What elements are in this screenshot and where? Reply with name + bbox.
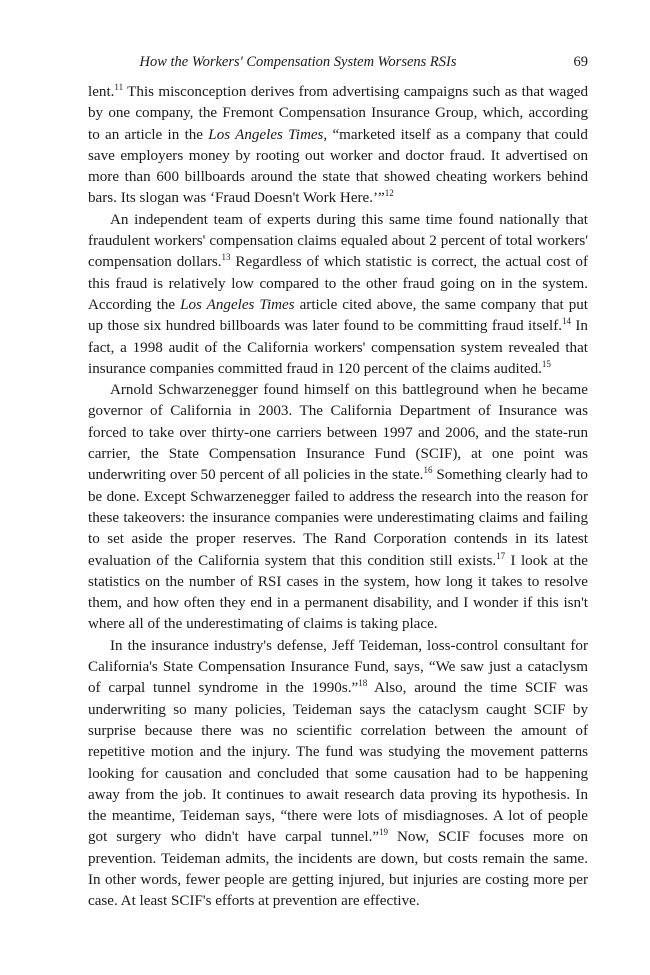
- paragraph: An independent team of experts during this same time found nationally that fraudulent workers' compensation claims equaled about 2 percent of total workers' compensation dollars.$^{13}$ Regardless of which statistic is correct, the actual cost of this fraud is relatively low compared to the other fraud going on in the system. According the Los Angeles Times article cited above, the same company that put up those six hundred billboards was later found to be committing fraud itself.$^{14}$ In fact, a 1998 audit of the California workers' compensation system revealed that insurance companies committed fraud in 120 percent of the claims audited.$^{15}$: [88, 211, 588, 377]
- running-title: How the Workers' Compensation System Worsens RSIs: [139, 54, 457, 70]
- paragraph: lent.$^{11}$ This misconception derives from advertising campaigns such as that waged by one company, the Fremont Compensation Insurance Group, which, according to an article in the Los Angeles Times, “marketed itself as a company that could save employers money by rooting out worker and doctor fraud. It advertised on more than 600 billboards around the state that showed cheating workers behind bars. Its slogan was ‘Fraud Doesn't Work Here.’”$^{12}$: [88, 82, 588, 207]
- page-number: 69: [573, 54, 588, 70]
- running-head: [88, 52, 588, 72]
- paragraph: Arnold Schwarzenegger found himself on this battleground when he became governor of California in 2003. The California Department of Insurance was forced to take over thirty-one carriers between 1997 and 2006, and the state-run carrier, the State Compensation Insurance Fund (SCIF), at one point was underwriting over 50 percent of all policies in the state.$^{16}$ Something clearly had to be done. Except Schwarzenegger failed to address the research into the reason for these takeovers: the insurance companies were underestimating claims and failing to set aside the proper reserves. The Rand Corporation contends in its latest evaluation of the California system that this condition still exists.$^{17}$ I look at the statistics on the number of RSI cases in the system, how long it takes to resolve them, and how often they end in a permanent disability, and I wonder if this isn't where all of the underestimating of claims is taking place.: [88, 382, 588, 633]
- paragraph: In the insurance industry's defense, Jeff Teideman, loss-control consultant for California's State Compensation Insurance Fund, says, “We saw just a cataclysm of carpal tunnel syndrome in the 1990s.”$^{18}$ Also, around the time SCIF was underwriting so many policies, Teideman says the cataclysm caught SCIF by surprise because there was no scientific correlation between the amount of repetitive motion and the injury. The fund was studying the movement patterns looking for causation and concluded that some causation had to be happening away from the job. It continues to await research data proving its hypothesis. In the meantime, Teideman says, “there were lots of misdiagnoses. A lot of people got surgery who didn't have carpal tunnel.”$^{19}$ Now, SCIF focuses more on prevention. Teideman admits, the incidents are down, but costs remain the same. In other words, fewer people are getting injured, but injuries are costing more per case. At least SCIF's efforts at prevention are effective.: [88, 637, 588, 910]
- body-text: [88, 82, 588, 913]
